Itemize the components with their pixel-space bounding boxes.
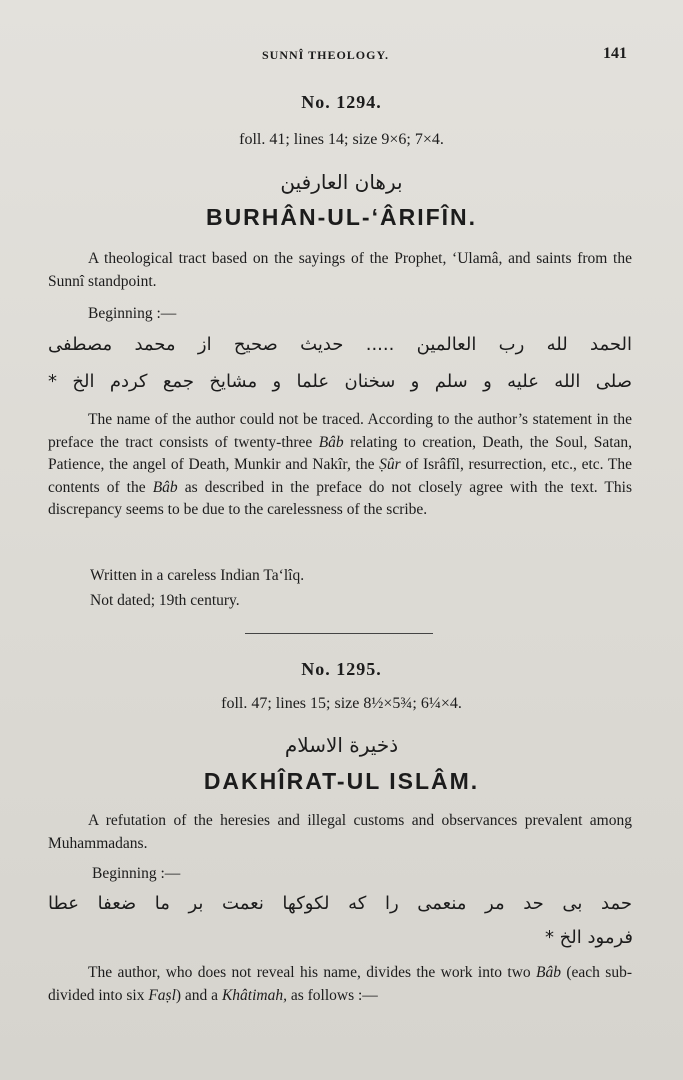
beginning-arabic-2-1295: فرمود الخ * [544,927,633,948]
body-1294-part3: of Isrâfîl, resurrection, etc., etc. The contents of the [48,456,633,496]
body-1295-part2: (each sub-divided into six [48,964,632,1004]
title-1295: DAKHÎRAT-UL ISLÂM. [203,768,480,794]
entry-number-1295: No. 1295. [301,659,382,679]
body-1294-part1: The name of the author could not be traced. According to the author’s statement in the preface the tract consists of twenty-three [48,411,632,451]
title-1294: BURHÂN-UL-‘ÂRIFÎN. [205,204,478,230]
arabic-title-1294: برهان العارفین [280,170,403,194]
arabic-title-1295: ذخیرة الاسلام [284,733,399,757]
beginning-arabic-1-1295: حمد بی حد مر منعمی را که لکوکها نعمت بر ما ضعفا عطا [48,893,632,914]
body-1294-part2: relating to creation, Death, the Soul, Satan, Patience, the angel of Death, Munkir and Nakîr, the [48,433,633,473]
term-bab-2: Bâb [152,478,178,496]
page-number: 141 [603,45,627,62]
term-sur: Ṣûr [379,456,401,473]
beginning-arabic-2-1294: صلی الله علیه و سلم و سخنان علما و مشایخ جمع کردم الخ * [48,371,632,392]
term-khatimah: Khâtimah, [221,986,287,1004]
beginning-arabic-1-1294: الحمد لله رب العالمین ..... حدیث صحیح از محمد مصطفی [48,334,632,355]
date-note-1294: Not dated; 19th century. [90,592,240,609]
body-1295-part4: as follows :— [290,986,378,1004]
term-fasl: Faṣl [148,986,176,1004]
description-1295: A refutation of the heresies and illegal customs and observances prevalent among Muhammadans. [48,812,632,852]
body-1295 [48,962,632,1007]
section-divider [245,633,433,634]
body-1294-part4: as described in the preface do not closely agree with the text. This discrepancy seems to be due to the carelessness of the scribe. [48,478,632,518]
script-note-1294: Written in a careless Indian Ta‘lîq. [90,567,305,584]
beginning-label-1294: Beginning :— [88,305,177,322]
term-bab-3: Bâb [536,964,561,981]
beginning-label-1295: Beginning :— [92,865,181,882]
collation-1295: foll. 47; lines 15; size 8½×5¾; 6¼×4. [221,695,462,712]
body-1294 [48,409,632,522]
collation-1294: foll. 41; lines 14; size 9×6; 7×4. [239,131,444,148]
entry-number-1294: No. 1294. [301,92,382,112]
running-head: SUNNÎ THEOLOGY. [262,48,390,62]
description-1294: A theological tract based on the sayings of the Prophet, ‘Ulamâ, and saints from the Sunnî standpoint. [48,250,632,290]
body-1295-part3: ) and a [175,986,219,1004]
body-1295-part1: The author, who does not reveal his name, divides the work into two [88,964,531,981]
term-bab: Bâb [318,433,344,451]
